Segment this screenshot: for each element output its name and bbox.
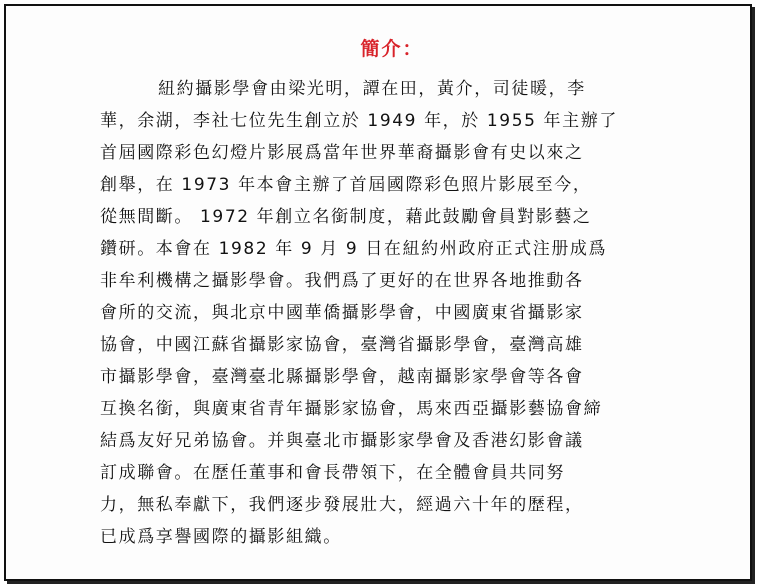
document-frame	[4, 4, 752, 581]
text-line: 會所的交流，與北京中國華僑攝影學會，中國廣東省攝影家	[100, 303, 584, 323]
text-line: 已成爲享譽國際的攝影組織。	[100, 527, 342, 547]
text-line: 首屆國際彩色幻燈片影展爲當年世界華裔攝影會有史以來之	[100, 143, 584, 163]
text-line: 紐約攝影學會由梁光明，譚在田，黃介，司徒暖，李	[158, 79, 586, 99]
text-line: 力，無私奉獻下，我們逐步發展壯大，經過六十年的歷程，	[100, 495, 584, 515]
text-line: 市攝影學會，臺灣臺北縣攝影學會，越南攝影家學會等各會	[100, 367, 584, 387]
body-paragraph	[100, 73, 680, 553]
text-line: 訂成聯會。在歷任董事和會長帶領下，在全體會員共同努	[100, 463, 565, 483]
document-title: 簡介：	[360, 38, 424, 60]
text-line: 結爲友好兄弟協會。并與臺北市攝影家學會及香港幻影會議	[100, 431, 584, 451]
text-line: 協會，中國江蘇省攝影家協會，臺灣省攝影學會，臺灣高雄	[100, 335, 584, 355]
text-line: 創舉，在 1973 年本會主辦了首屆國際彩色照片影展至今，	[100, 175, 592, 195]
text-line: 從無間斷。 1972 年創立名銜制度，藉此鼓勵會員對影藝之	[100, 207, 592, 227]
text-line: 非牟利機構之攝影學會。我們爲了更好的在世界各地推動各	[100, 271, 584, 291]
text-line: 華，余湖，李社七位先生創立於 1949 年，於 1955 年主辦了	[100, 111, 618, 131]
text-line: 互換名銜，與廣東省青年攝影家協會，馬來西亞攝影藝協會締	[100, 399, 603, 419]
text-line: 鑽研。本會在 1982 年 9 月 9 日在紐約州政府正式注册成爲	[100, 239, 608, 259]
